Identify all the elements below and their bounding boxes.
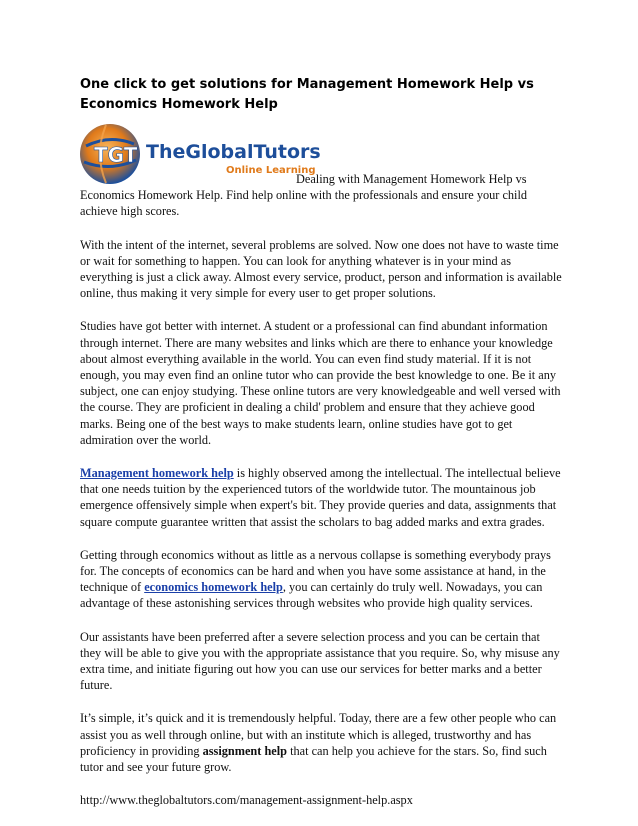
- logo-tagline: Online Learning: [226, 165, 316, 176]
- paragraph-internet: With the intent of the internet, several problems are solved. Now one does not have to waste time or wait for something to happen. You can look for anything whatever is in your mind as everything is just a click away. Almost every service, product, person and information is available online, thus making it very simple for every user to get proper solutions.: [80, 237, 562, 301]
- paragraph-economics-text-before: Getting through economics without as little as a nervous collapse is something everybody prays for. The concepts of economics can be hard and when you have some assistance at hand, in the technique of: [80, 547, 551, 595]
- intro-first-line: Dealing with Management Homework Help vs: [296, 172, 527, 186]
- source-url: http://www.theglobaltutors.com/management-assignment-help.aspx: [80, 793, 413, 808]
- intro-rest: Economics Homework Help. Find help online with the professionals and ensure your child achieve high scores.: [80, 188, 528, 219]
- paragraph-studies: Studies have got better with internet. A student or a professional can find abundant information through internet. There are many websites and links which are there to enhance your knowledge about almost everything available in the world. You can even find study material. If it is not enough, you may even find an online tutor who can provide the best knowledge to one. Be it any subject, one can enjoy studying. These online tutors are very knowledgeable and well versed with the course. They are proficient in dealing a child' problem and ensure that they achieve good marks. Being one of the best ways to make students learn, online studies have got to get admiration over the world.: [80, 319, 561, 447]
- paragraph-management-text: is highly observed among the intellectual. The intellectual believe that one needs tuition by the experienced tutors of the worldwide tutor. The mountainous job emergence offensively simple when expert's bit. They provide queries and data, assignments that square compute guarantee written that assist the scholars to bag added marks and extra grades.: [80, 466, 561, 529]
- paragraph-simple: [80, 710, 564, 775]
- economics-homework-help-link[interactable]: economics homework help: [144, 580, 283, 595]
- article-body: [80, 171, 564, 826]
- logo-badge-text: TGT: [94, 143, 138, 167]
- paragraph-simple-text-after: that can help you achieve for the stars. So, find such tutor and see your future grow.: [80, 743, 547, 775]
- page-title: One click to get solutions for Management Homework Help vs Economics Homework Help: [80, 77, 534, 112]
- paragraph-economics-text-after: , you can certainly do truly well. Nowadays, you can advantage of these astonishing services through websites who provide high quality services.: [80, 580, 543, 611]
- paragraph-simple-text-before: It’s simple, it’s quick and it is tremendously helpful. Today, there are a few other people who can assist you as well through online, but with an institute which is alleged, trustworthy and has proficiency in providing: [80, 711, 557, 758]
- logo-brand-text: TheGlobalTutors: [146, 141, 321, 163]
- management-homework-help-link[interactable]: Management homework help: [80, 466, 234, 481]
- paragraph-economics: [80, 547, 564, 612]
- assignment-help-bold: assignment help: [202, 743, 287, 758]
- intro-paragraph: [80, 171, 564, 220]
- paragraph-assistants: Our assistants have been preferred after a severe selection process and you can be certain that they will be able to give you with the appropriate assistance that you require. So, why misuse any extra time, and initiate figuring out how you can use our services for better marks and a better future.: [80, 629, 560, 693]
- paragraph-management: [80, 465, 564, 530]
